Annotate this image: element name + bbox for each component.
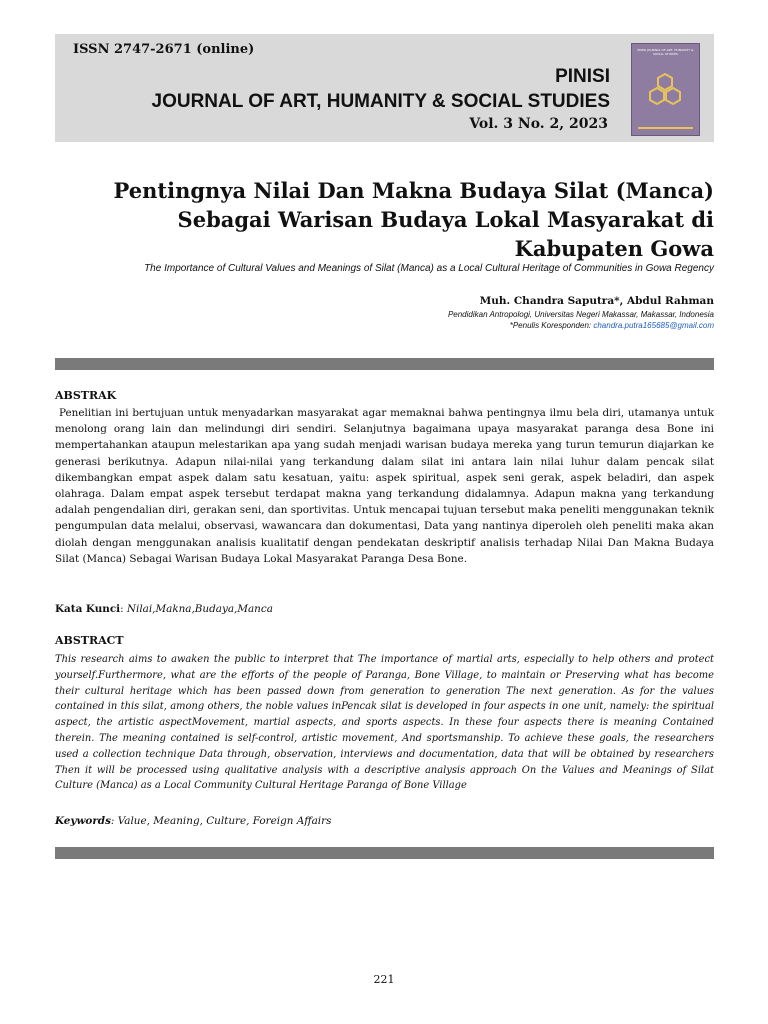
- keywords-label: Keywords: [55, 815, 111, 827]
- corresponding-label: *Penulis Koresponden:: [509, 321, 594, 330]
- journal-header: [55, 34, 714, 142]
- corresponding-email-link[interactable]: chandra.putra165685@gmail.com: [593, 321, 714, 330]
- journal-short-name: PINISI: [555, 66, 610, 87]
- article-authors: Muh. Chandra Saputra*, Abdul Rahman: [479, 295, 714, 307]
- keywords: Keywords: Value, Meaning, Culture, Foreign Affairs: [55, 815, 332, 827]
- journal-full-name: JOURNAL OF ART, HUMANITY & SOCIAL STUDIES: [151, 91, 610, 112]
- abstrak-heading: ABSTRAK: [55, 389, 117, 402]
- issn: ISSN 2747-2671 (online): [73, 42, 255, 57]
- journal-title: [152, 64, 611, 114]
- cover-title: PINISI JOURNAL OF ART, HUMANITY & SOCIAL STUDIES: [637, 48, 694, 56]
- divider-bottom: [55, 847, 714, 859]
- abstract-heading: ABSTRACT: [55, 634, 124, 647]
- kata-kunci: Kata Kunci: Nilai,Makna,Budaya,Manca: [55, 603, 273, 615]
- abstrak-body: Penelitian ini bertujuan untuk menyadarkan masyarakat agar memaknai bahwa pentingnya ilmu bela diri, utamanya untuk menolong orang lain dan melindungi diri sendiri. Selanjutnya bagaimana upaya masyarakat paranga desa Bone ini mempertahankan ataupun melestarikan apa yang sudah menjadi warisan budaya mereka yang turun temurun diajarkan ke generasi berikutnya. Adapun nilai-nilai yang terkandung dalam silat ini antara lain nilai luhur dalam pencak silat dikembangkan empat aspek dalam satu kesatuan, yaitu: aspek spiritual, aspek seni gerak, aspek beladiri, dan aspek olahraga. Dalam empat aspek tersebut terdapat makna yang terkandung didalamnya. Adapun makna yang terkandung adalah pengendalian diri, gerakan seni, dan sportivitas. Untuk mencapai tujuan tersebut maka peneliti menggunakan teknik pengumpulan data melalui, observasi, wawancara dan dokumentasi, Data yang nantinya diperoleh oleh peneliti maka akan diolah dengan menggunakan analisis kualitatif dengan pendekatan deskriptif analisis terhadap Nilai Dan Makna Budaya Silat (Manca) Sebagai Warisan Budaya Lokal Masyarakat Paranga Desa Bone.: [55, 407, 714, 565]
- article-title: Pentingnya Nilai Dan Makna Budaya Silat (Manca) Sebagai Warisan Budaya Lokal Masyarakat di Kabupaten Gowa: [113, 178, 714, 261]
- kata-kunci-value: Nilai,Makna,Budaya,Manca: [126, 603, 273, 615]
- article-subtitle: The Importance of Cultural Values and Meanings of Silat (Manca) as a Local Cultural Heritage of Communities in Gowa Regency: [144, 263, 714, 274]
- hexagon-logo-icon: [645, 72, 685, 108]
- divider-top: [55, 358, 714, 370]
- journal-volume: Vol. 3 No. 2, 2023: [469, 116, 608, 132]
- page-number: 221: [373, 973, 395, 986]
- keywords-value: Value, Meaning, Culture, Foreign Affairs: [117, 815, 332, 827]
- author-affiliation: Pendidikan Antropologi, Universitas Negeri Makassar, Makassar, Indonesia: [447, 310, 714, 319]
- abstract-body: This research aims to awaken the public to interpret that The importance of martial arts, especially to help others and protect yourself.Furthermore, what are the efforts of the people of Paranga, Bone Village, to maintain or Preserving what has become their cultural heritage which has been passed down from generation to generation The next generation. As for the values contained in this silat, among others, the noble values inPencak silat is developed in four aspects in one unit, namely: the spiritual aspect, the artistic aspectMovement, martial aspects, and sports aspects. In these four aspects there is meaning Contained therein. The meaning contained is self-control, artistic movement, And sportsmanship. To achieve these goals, the researchers used a collection technique Data through, observation, interviews and documentation, data that will be obtained by researchers Then it will be processed using qualitative analysis with a descriptive analysis approach On the Values and Meanings of Silat Culture (Manca) as a Local Community Cultural Heritage Paranga of Bone Village: [55, 654, 714, 792]
- journal-cover-image: [631, 43, 700, 136]
- kata-kunci-label: Kata Kunci: [55, 603, 121, 615]
- cover-bar: [638, 127, 693, 129]
- corresponding-author: [510, 321, 714, 330]
